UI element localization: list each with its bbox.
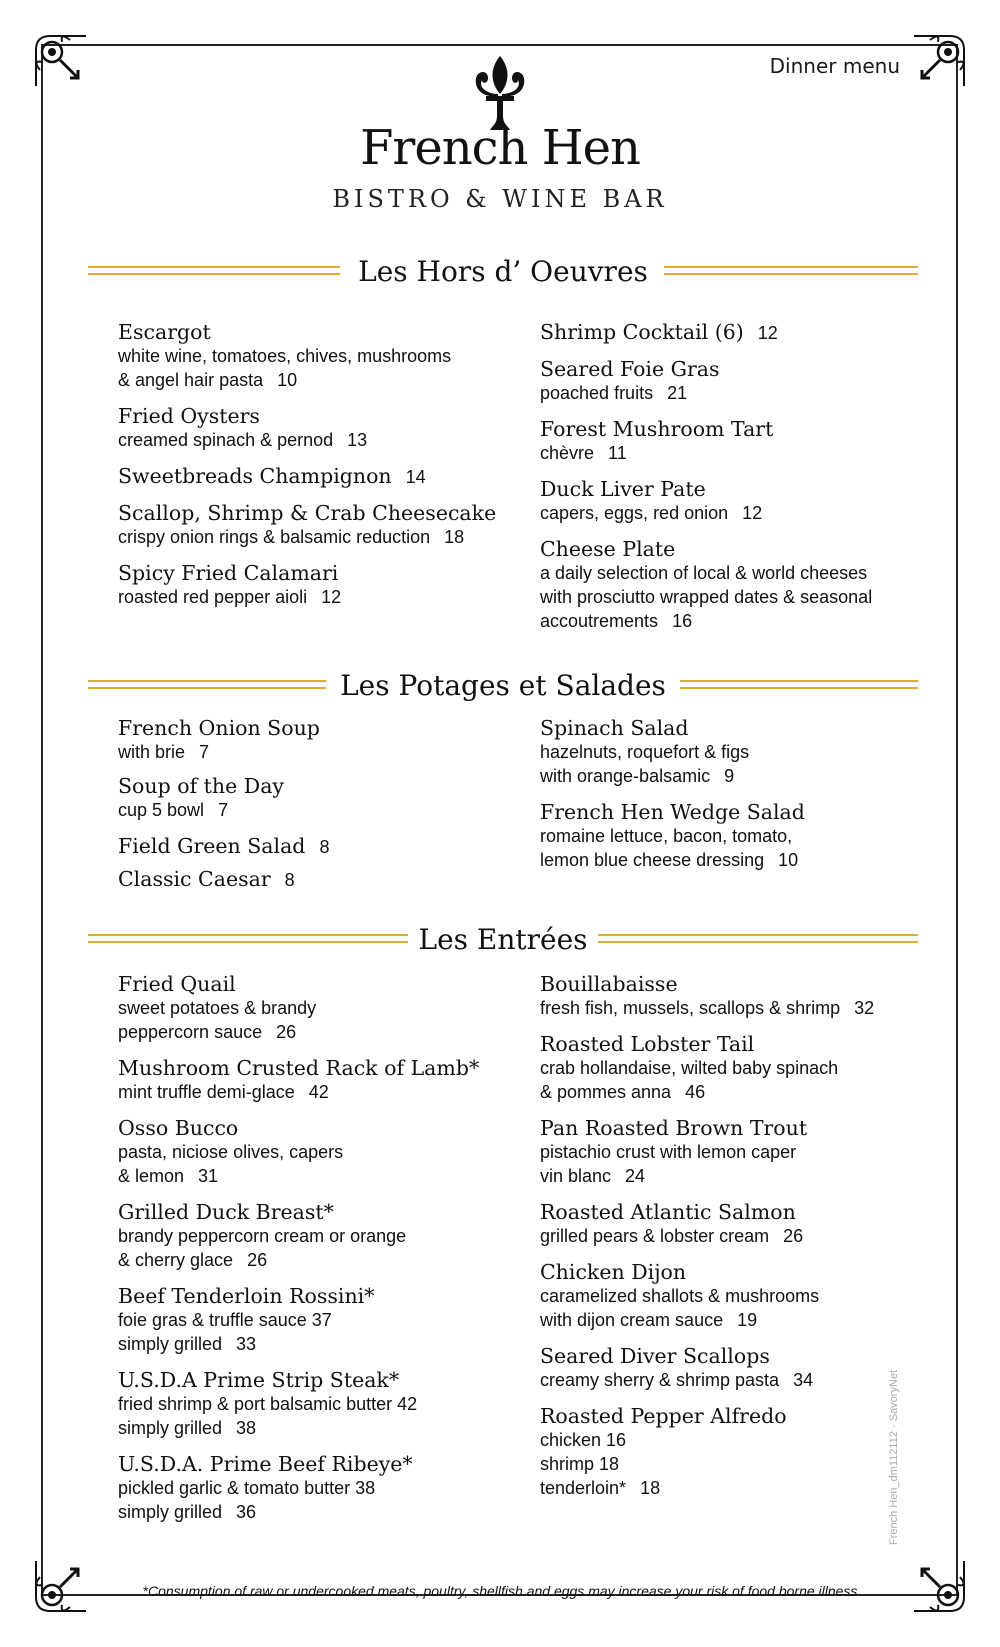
menu-item-description [118,740,518,764]
menu-item-name [540,537,940,561]
menu-item [540,1200,940,1248]
menu-item-price: 10 [277,370,298,390]
section-heading-hors-doeuvres [88,252,918,296]
menu-item-title: Roasted Pepper Alfredo [540,1404,787,1428]
menu-item-description [118,428,518,452]
menu-item [118,716,518,764]
description-text: & lemon [118,1166,185,1186]
description-text: simply grilled [118,1502,223,1522]
description-text: tenderloin* [540,1478,627,1498]
menu-item-price: 13 [347,430,368,450]
menu-item-price: 26 [783,1226,804,1246]
menu-item-name [540,1344,940,1368]
menu-item-title: Fried Quail [118,972,236,996]
food-safety-footnote: *Consumption of raw or undercooked meats, poultry, shellfish and eggs may increase your risk of food borne illness [142,1583,858,1599]
menu-item-name [540,320,940,345]
side-credit: French Hen_dm112112 · SavoryNet [888,1369,900,1545]
menu-item-title: Osso Bucco [118,1116,239,1140]
menu-item-title: Pan Roasted Brown Trout [540,1116,808,1140]
menu-item-description [540,609,940,633]
description-text: peppercorn sauce [118,1022,263,1042]
section-title: Les Hors d’ Oeuvres [358,255,648,288]
menu-item-price: 26 [247,1250,268,1270]
menu-item-description [118,1392,518,1416]
menu-item-title: Roasted Atlantic Salmon [540,1200,796,1224]
description-text: pasta, niciose olives, capers [118,1142,344,1162]
corner-ornament-icon [908,30,970,92]
description-text: simply grilled [118,1418,223,1438]
menu-item [118,1284,518,1356]
description-text: crispy onion rings & balsamic reduction [118,527,431,547]
menu-item-title: Spinach Salad [540,716,689,740]
menu-item-description [540,1476,940,1500]
menu-item-description [540,1308,940,1332]
menu-item-description [118,1308,518,1332]
menu-item [118,561,518,609]
menu-item-description [118,368,518,392]
menu-item-description [118,1476,518,1500]
description-text: accoutrements [540,611,659,631]
hors-doeuvres-right-column [540,320,940,633]
menu-item-title: Soup of the Day [118,774,285,798]
menu-item [118,867,518,892]
menu-item-name [118,1200,518,1224]
menu-item-description [540,1452,940,1476]
description-text: white wine, tomatoes, chives, mushrooms [118,346,452,366]
menu-item-price: 42 [308,1082,329,1102]
menu-item-name [118,774,518,798]
menu-item-description [540,1140,940,1164]
menu-item-name [118,972,518,996]
menu-item [118,404,518,452]
description-text: hazelnuts, roquefort & figs [540,742,750,762]
menu-item-name [118,834,518,859]
menu-item-title: Shrimp Cocktail (6) [540,320,744,344]
menu-item [540,1404,940,1500]
menu-item [540,1032,940,1104]
menu-item-name [540,716,940,740]
description-text: sweet potatoes & brandy [118,998,317,1018]
menu-item-price: 32 [854,998,875,1018]
menu-item [540,972,940,1020]
menu-item-name [118,561,518,585]
menu-item [540,1344,940,1392]
menu-item [540,800,940,872]
description-text: fried shrimp & port balsamic butter 42 [118,1394,418,1414]
description-text: creamy sherry & shrimp pasta [540,1370,780,1390]
menu-item [540,477,940,525]
menu-item [540,537,940,633]
menu-item-price: 11 [608,443,627,463]
menu-item-description [118,1140,518,1164]
menu-item-title: U.S.D.A Prime Strip Steak* [118,1368,400,1392]
menu-item-price: 10 [778,850,799,870]
menu-item-price: 26 [276,1022,297,1042]
menu-item-title: Fried Oysters [118,404,260,428]
menu-item-name [540,1116,940,1140]
description-text: & cherry glace [118,1250,234,1270]
menu-item-price: 12 [321,587,342,607]
description-text: a daily selection of local & world cheeses [540,563,868,583]
description-text: creamed spinach & pernod [118,430,334,450]
menu-item-price: 7 [218,800,229,820]
menu-item-description [118,1332,518,1356]
menu-item [540,1260,940,1332]
menu-item-price: 33 [236,1334,257,1354]
menu-item-title: Roasted Lobster Tail [540,1032,755,1056]
menu-item-name [118,716,518,740]
menu-item [540,716,940,788]
menu-item-name [118,501,518,525]
menu-item-description [540,441,940,465]
menu-item-description [540,1056,940,1080]
description-text: lemon blue cheese dressing [540,850,765,870]
menu-item [118,1116,518,1188]
menu-item-name [118,1368,518,1392]
menu-item-name [540,800,940,824]
menu-item-title: Grilled Duck Breast* [118,1200,334,1224]
brand-subtitle: BISTRO & WINE BAR [332,185,668,213]
menu-item [118,1368,518,1440]
menu-item-price: 16 [672,611,693,631]
description-text: vin blanc [540,1166,612,1186]
menu-item-name [540,357,940,381]
menu-item-description [540,1080,940,1104]
menu-item-price: 34 [793,1370,814,1390]
menu-item-title: Beef Tenderloin Rossini* [118,1284,375,1308]
section-heading-entrees [88,920,918,964]
description-text: & angel hair pasta [118,370,264,390]
menu-item-description [118,1080,518,1104]
description-text: simply grilled [118,1334,223,1354]
menu-item-description [540,1428,940,1452]
menu-item-price: 38 [236,1418,257,1438]
menu-item-price: 19 [737,1310,758,1330]
menu-item [540,320,940,345]
description-text: crab hollandaise, wilted baby spinach [540,1058,839,1078]
section-title: Les Entrées [418,923,588,956]
menu-item-name [540,417,940,441]
menu-item-price: 18 [640,1478,661,1498]
menu-item-price: 14 [405,467,426,487]
menu-item-description [540,740,940,764]
description-text: roasted red pepper aioli [118,587,308,607]
menu-item-title: Mushroom Crusted Rack of Lamb* [118,1056,480,1080]
description-text: poached fruits [540,383,654,403]
menu-item-title: Escargot [118,320,211,344]
menu-item-name [540,1260,940,1284]
menu-item-title: U.S.D.A. Prime Beef Ribeye* [118,1452,413,1476]
menu-item-title: Spicy Fried Calamari [118,561,339,585]
menu-item-title: Duck Liver Pate [540,477,706,501]
description-text: chicken 16 [540,1430,627,1450]
menu-item-name [540,477,940,501]
description-text: shrimp 18 [540,1454,620,1474]
description-text: with dijon cream sauce [540,1310,724,1330]
menu-item-description [118,1416,518,1440]
menu-item-name [540,1032,940,1056]
menu-item-price: 9 [724,766,735,786]
menu-item-name [118,1284,518,1308]
menu-item-name [118,1452,518,1476]
description-text: brandy peppercorn cream or orange [118,1226,407,1246]
menu-item [540,357,940,405]
description-text: romaine lettuce, bacon, tomato, [540,826,793,846]
menu-item-price: 12 [757,323,778,343]
description-text: & pommes anna [540,1082,672,1102]
menu-item-description [540,1164,940,1188]
menu-item [118,972,518,1044]
description-text: fresh fish, mussels, scallops & shrimp [540,998,841,1018]
menu-item [118,501,518,549]
menu-item-description [540,561,940,585]
description-text: cup 5 bowl [118,800,205,820]
menu-item-description [540,1224,940,1248]
section-title: Les Potages et Salades [340,669,666,702]
menu-item-description [540,848,940,872]
description-text: capers, eggs, red onion [540,503,729,523]
hors-doeuvres-left-column [118,320,518,609]
menu-item-name [540,1200,940,1224]
menu-item-description [118,1020,518,1044]
menu-item-description [540,1284,940,1308]
description-text: foie gras & truffle sauce 37 [118,1310,332,1330]
menu-item-name [118,867,518,892]
menu-item-name [118,1056,518,1080]
menu-item-title: French Onion Soup [118,716,320,740]
menu-item-name [118,320,518,344]
menu-item-name [118,464,518,489]
description-text: pistachio crust with lemon caper [540,1142,797,1162]
menu-item-title: French Hen Wedge Salad [540,800,805,824]
entrees-right-column [540,972,940,1500]
menu-item-description [118,798,518,822]
entrees-left-column [118,972,518,1524]
description-text: chèvre [540,443,595,463]
menu-item-price: 31 [198,1166,219,1186]
menu-item-title: Seared Diver Scallops [540,1344,770,1368]
menu-item-description [118,996,518,1020]
menu-item-price: 12 [742,503,763,523]
menu-item-price: 36 [236,1502,257,1522]
description-text: mint truffle demi-glace [118,1082,295,1102]
menu-item [540,1116,940,1188]
menu-item-description [540,996,940,1020]
menu-item-price: 21 [667,383,688,403]
section-heading-potages-salades [88,666,918,710]
menu-item-name [118,1116,518,1140]
potages-right-column [540,716,940,872]
menu-item [118,464,518,489]
menu-item-title: Scallop, Shrimp & Crab Cheesecake [118,501,497,525]
menu-item-description [118,1164,518,1188]
menu-item-price: 24 [625,1166,646,1186]
menu-item-title: Field Green Salad [118,834,306,858]
menu-item-title: Seared Foie Gras [540,357,720,381]
menu-item-description [540,501,940,525]
menu-item-name [540,1404,940,1428]
menu-item [118,774,518,822]
menu-item-name [118,404,518,428]
menu-item [118,320,518,392]
menu-item-description [118,585,518,609]
menu-item-description [118,344,518,368]
menu-item-price: 7 [199,742,210,762]
description-text: with brie [118,742,186,762]
potages-left-column [118,716,518,892]
menu-item [118,834,518,859]
menu-item-title: Sweetbreads Champignon [118,464,392,488]
menu-item-description [118,1224,518,1248]
menu-item-description [118,1248,518,1272]
menu-item-price: 8 [319,837,330,857]
brand-name: French Hen [360,120,640,176]
description-text: grilled pears & lobster cream [540,1226,770,1246]
menu-type-label: Dinner menu [769,54,900,78]
menu-item-title: Cheese Plate [540,537,676,561]
corner-ornament-icon [30,30,92,92]
menu-item-name [540,972,940,996]
menu-item-price: 18 [444,527,465,547]
menu-item-price: 46 [685,1082,706,1102]
description-text: caramelized shallots & mushrooms [540,1286,820,1306]
menu-item-description [540,381,940,405]
menu-item [118,1200,518,1272]
menu-item-title: Classic Caesar [118,867,271,891]
menu-item-description [540,585,940,609]
menu-item-title: Chicken Dijon [540,1260,687,1284]
menu-item-description [540,764,940,788]
description-text: with prosciutto wrapped dates & seasonal [540,587,873,607]
menu-item-price: 8 [284,870,295,890]
menu-item-description [540,824,940,848]
menu-item-title: Bouillabaisse [540,972,678,996]
menu-item-description [118,525,518,549]
description-text: with orange-balsamic [540,766,711,786]
menu-item [118,1452,518,1524]
menu-item-title: Forest Mushroom Tart [540,417,774,441]
menu-item [118,1056,518,1104]
menu-item-description [118,1500,518,1524]
menu-item-description [540,1368,940,1392]
description-text: pickled garlic & tomato butter 38 [118,1478,376,1498]
menu-item [540,417,940,465]
